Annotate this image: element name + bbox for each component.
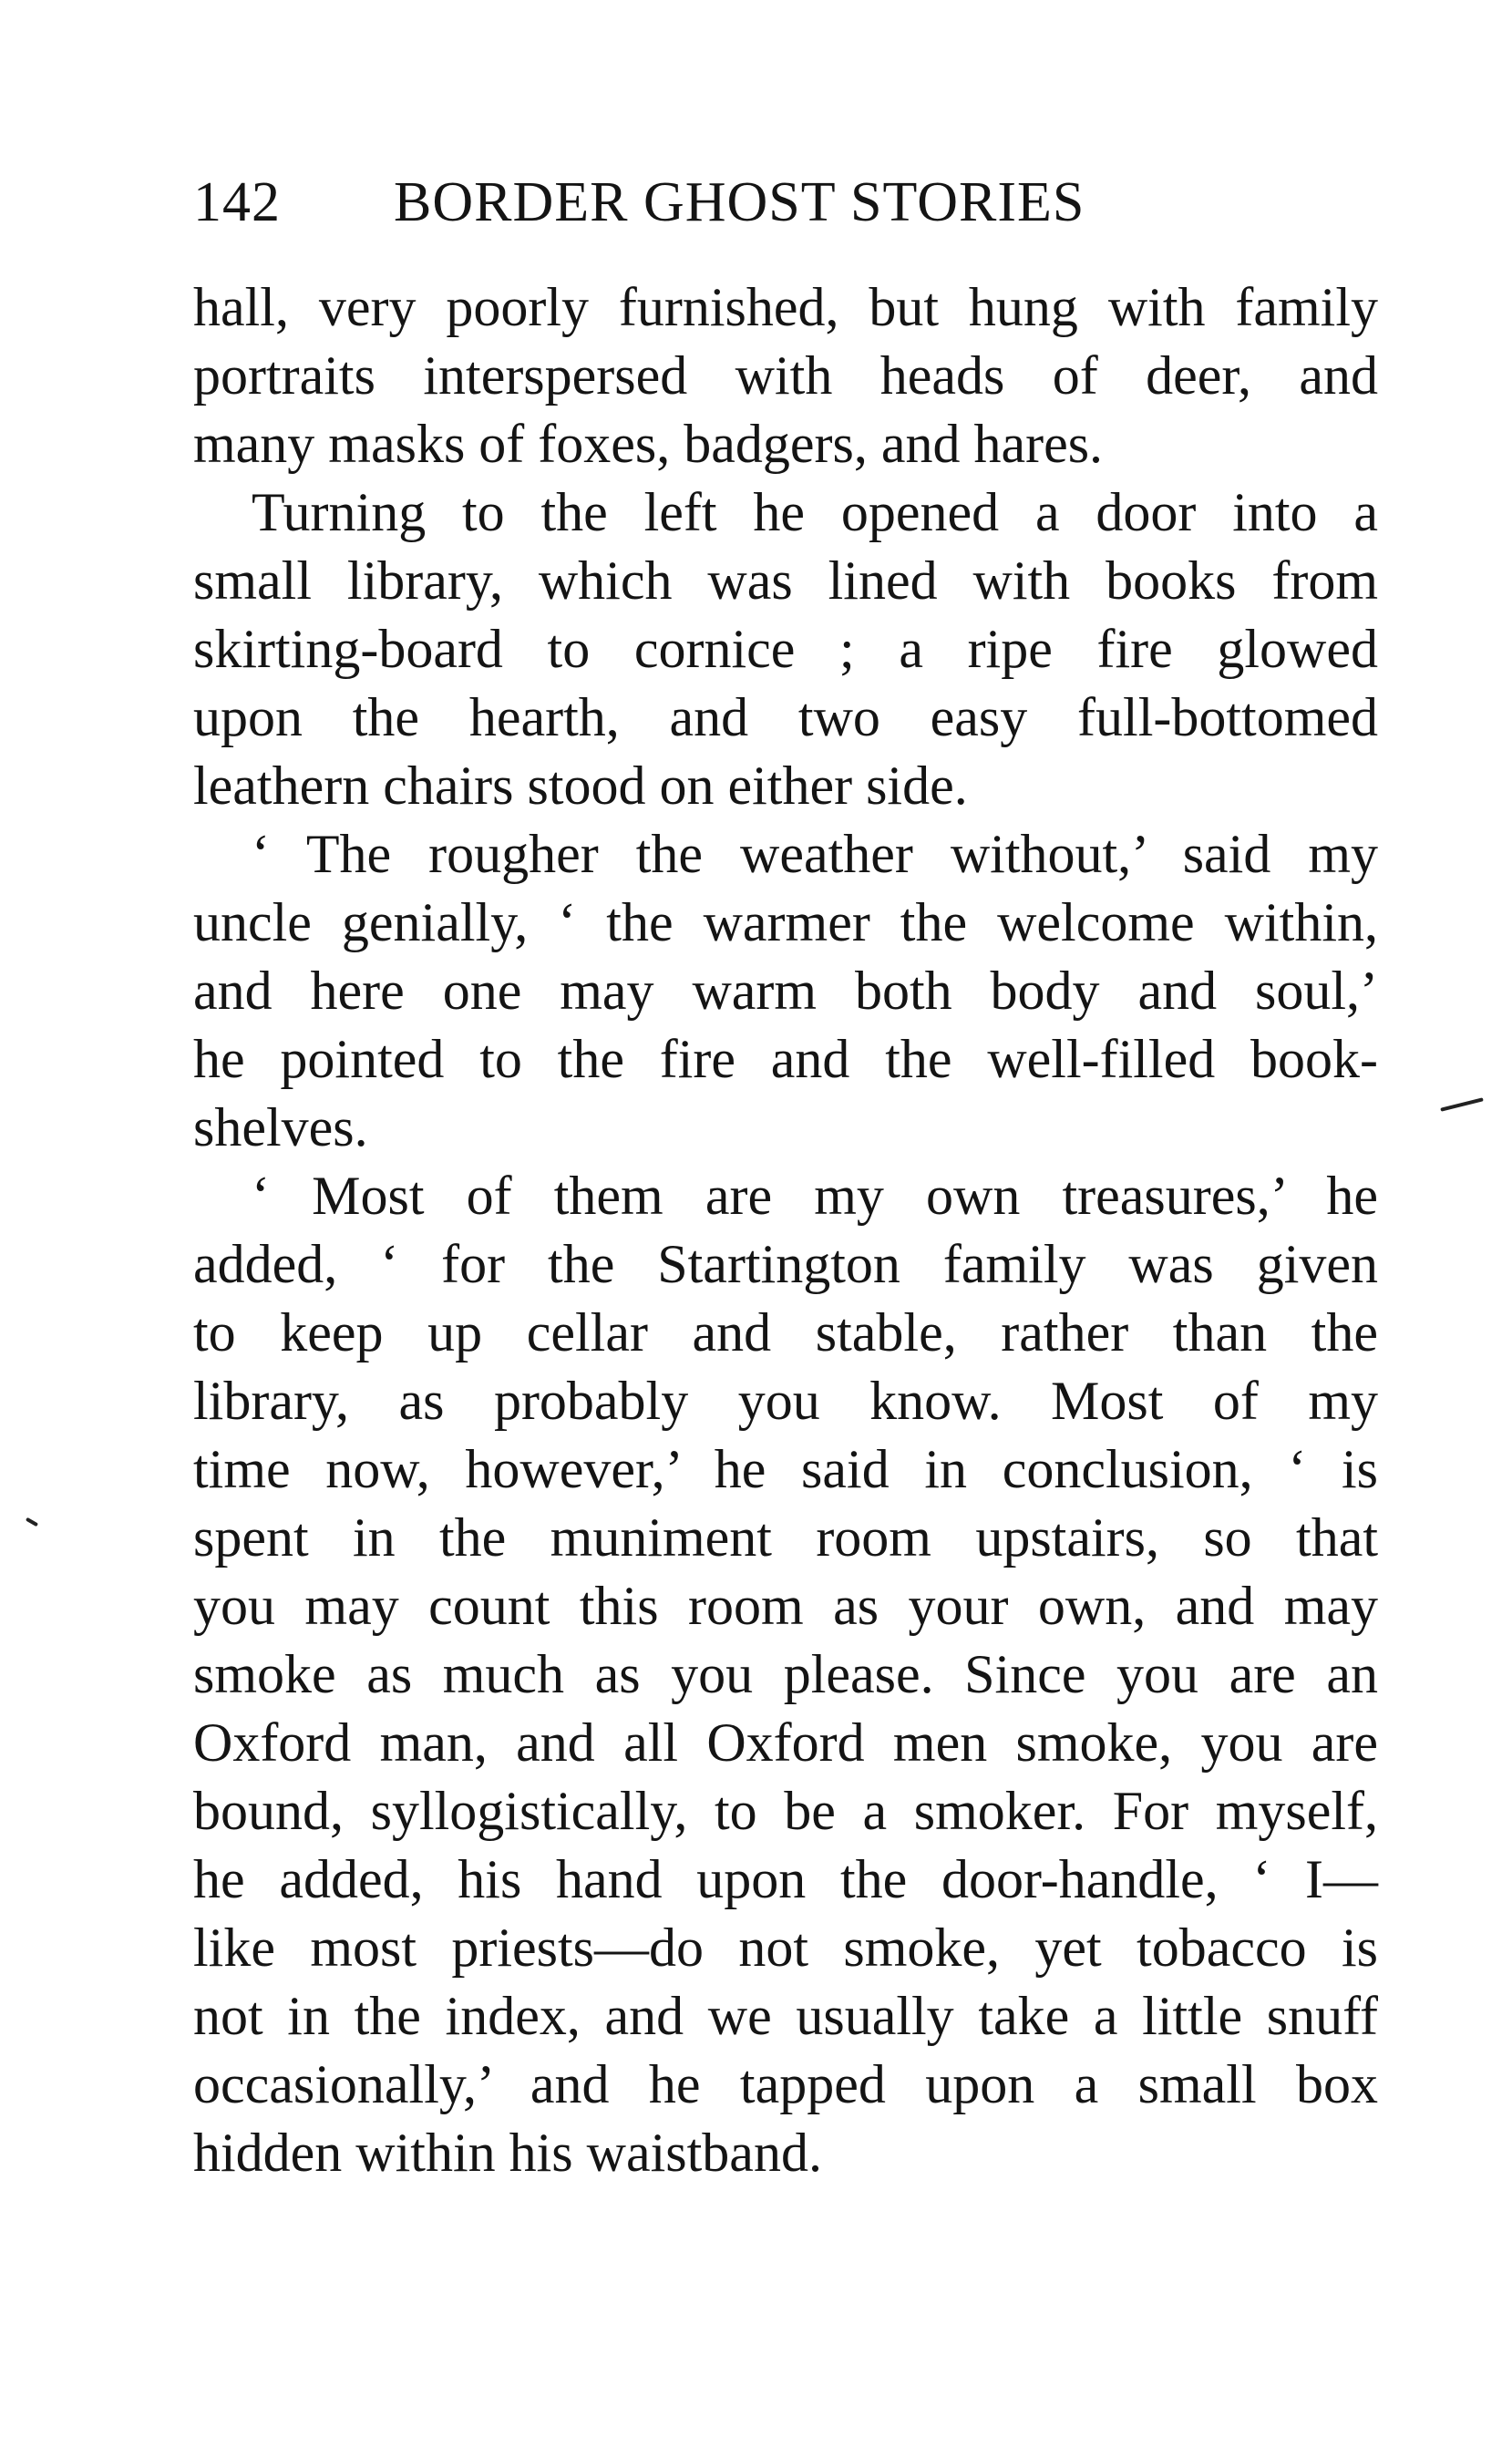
text-line-13: shelves. [193, 1097, 368, 1157]
running-title: BORDER GHOST STORIES [394, 171, 1085, 233]
margin-mark-right [1440, 1097, 1484, 1111]
text-line-2: portraits interspersed with heads of deer, and [193, 345, 1378, 406]
text-line-10: uncle genially, ‘ the warmer the welcome within, [193, 892, 1378, 952]
text-line-12: he pointed to the fire and the well-filled book- [193, 1029, 1378, 1089]
text-line-19: spent in the muniment room upstairs, so that [193, 1507, 1378, 1568]
text-line-1: hall, very poorly furnished, but hung with family [193, 277, 1378, 337]
text-line-3: many masks of foxes, badgers, and hares. [193, 414, 1104, 474]
text-line-21: smoke as much as you please. Since you are an [193, 1644, 1378, 1704]
text-line-18: time now, however,’ he said in conclusion, ‘ is [193, 1439, 1378, 1499]
text-line-16: to keep up cellar and stable, rather than the [193, 1302, 1378, 1362]
margin-mark-left [26, 1517, 38, 1527]
text-line-4: Turning to the left he opened a door into a [252, 482, 1378, 542]
text-line-7: upon the hearth, and two easy full-bottomed [193, 687, 1378, 747]
text-line-20: you may count this room as your own, and may [193, 1576, 1378, 1636]
body-text [193, 273, 1378, 2187]
text-line-11: and here one may warm both body and soul,’ [193, 961, 1378, 1021]
text-line-25: like most priests—do not smoke, yet tobacco is [193, 1918, 1378, 1978]
text-line-23: bound, syllogistically, to be a smoker. For myself, [193, 1781, 1378, 1841]
text-line-27: occasionally,’ and he tapped upon a small box [193, 2054, 1378, 2114]
text-line-22: Oxford man, and all Oxford men smoke, you are [193, 1712, 1378, 1773]
text-line-28: hidden within his waistband. [193, 2123, 822, 2183]
page-number: 142 [193, 171, 281, 233]
text-line-26: not in the index, and we usually take a little snuff [193, 1986, 1378, 2046]
text-line-14: ‘ Most of them are my own treasures,’ he [252, 1166, 1378, 1226]
text-line-24: he added, his hand upon the door-handle, ‘ I— [193, 1849, 1378, 1909]
text-line-5: small library, which was lined with books from [193, 550, 1378, 611]
text-line-6: skirting-board to cornice ; a ripe fire glowed [193, 619, 1378, 679]
running-head [193, 166, 1378, 239]
text-line-8: leathern chairs stood on either side. [193, 756, 968, 816]
text-line-9: ‘ The rougher the weather without,’ said my [252, 824, 1378, 884]
text-line-15: added, ‘ for the Startington family was given [193, 1234, 1378, 1294]
text-line-17: library, as probably you know. Most of my [193, 1371, 1378, 1431]
